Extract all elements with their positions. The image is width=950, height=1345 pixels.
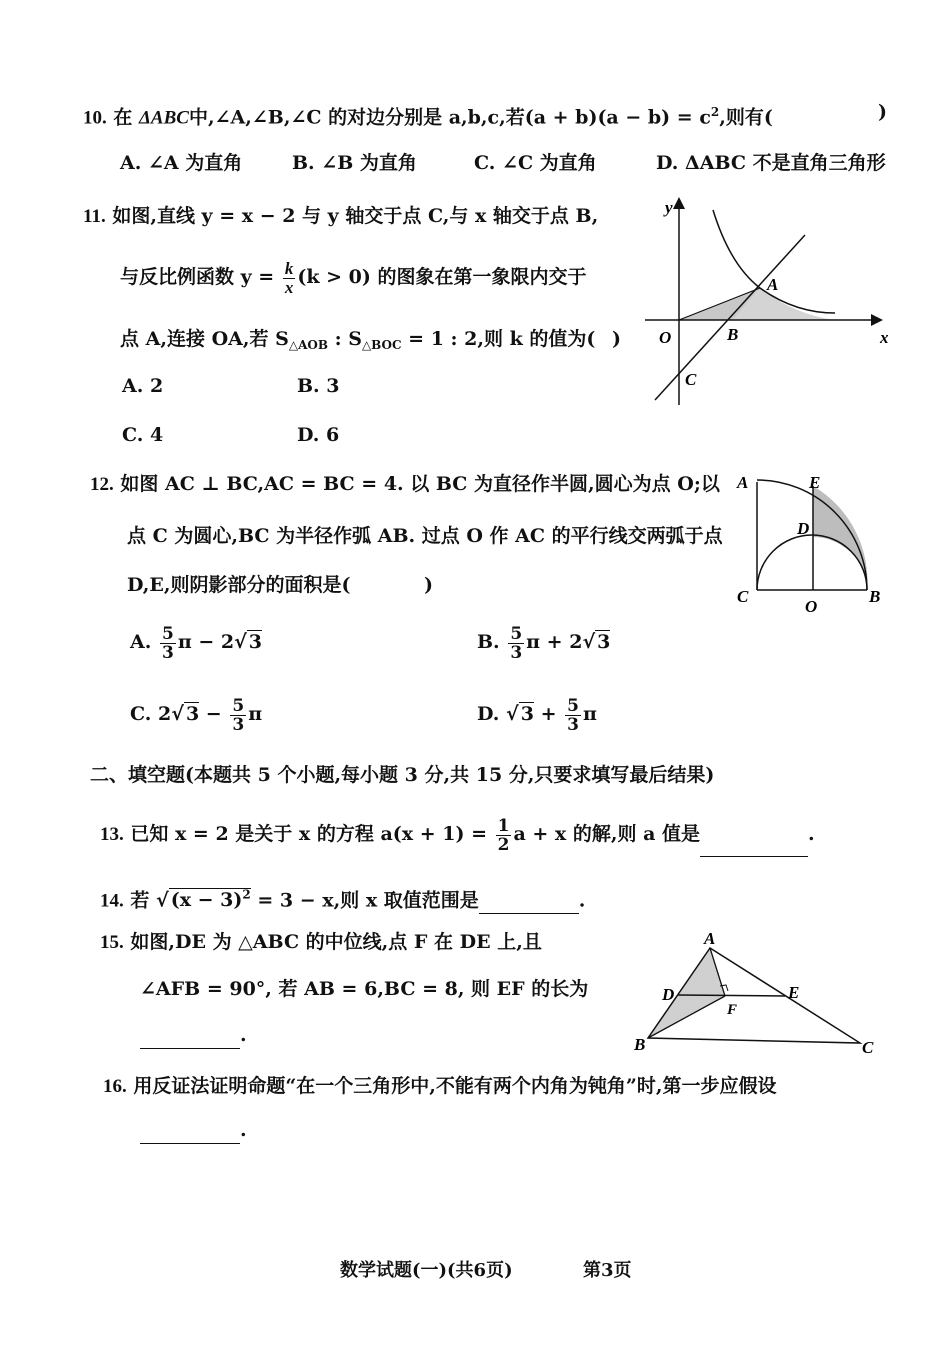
q10-option-a[interactable]: A. ∠A 为直角 bbox=[120, 152, 243, 174]
q11-line1: 11. 如图,直线 y = x − 2 与 y 轴交于点 C,与 x 轴交于点 B, bbox=[83, 205, 599, 227]
q10-option-d[interactable]: D. ΔABC 不是直角三角形 bbox=[656, 152, 886, 174]
q15-shaded-triangle bbox=[648, 948, 725, 1038]
q12-line3: D,E,则阴影部分的面积是( bbox=[127, 574, 351, 596]
q11-label-o: O bbox=[659, 328, 672, 347]
q12-option-c[interactable]: C. 2√ 3 − $\frac{5}{3}$ π bbox=[130, 695, 263, 735]
q10-stem: 10. 在 ΔABC中,∠A,∠B,∠C 的对边分别是 a,b,c,若$(a + b)(a - b) = c^2$,则有( bbox=[83, 105, 773, 129]
q15-label-e: E bbox=[788, 983, 800, 1002]
q14-answer-blank[interactable] bbox=[479, 887, 579, 914]
q16-answer-blank[interactable] bbox=[140, 1117, 240, 1144]
q11-label-y: y bbox=[665, 198, 673, 217]
q11-label-b: B bbox=[727, 325, 739, 344]
q10-paren: ) bbox=[878, 101, 887, 123]
q15-answer-blank[interactable] bbox=[140, 1022, 240, 1049]
q10-option-c[interactable]: C. ∠C 为直角 bbox=[474, 152, 597, 174]
q11-label-x: x bbox=[880, 328, 889, 347]
q11-option-d[interactable]: D. 6 bbox=[297, 424, 340, 446]
q11-label-a: A bbox=[767, 275, 779, 294]
q15-figure bbox=[630, 928, 880, 1058]
footer-page-number: 第3页 bbox=[583, 1260, 632, 1281]
q15-label-c: C bbox=[862, 1038, 874, 1057]
q12-label-e: E bbox=[809, 473, 821, 492]
q12-line1: 12. 如图 AC ⊥ BC,AC = BC = 4. 以 BC 为直径作半圆,圆心为点 O;以 bbox=[90, 473, 720, 495]
q11-option-b[interactable]: B. 3 bbox=[297, 375, 340, 397]
section2-title: 二、填空题(本题共 5 个小题,每小题 3 分,共 15 分,只要求填写最后结果) bbox=[90, 764, 715, 786]
q11-option-c[interactable]: C. 4 bbox=[122, 424, 164, 446]
q12-option-b[interactable]: B. $\frac{5}{3}$ π + 2√ 3 bbox=[477, 623, 611, 663]
q11-option-a[interactable]: A. 2 bbox=[122, 375, 164, 397]
q15-label-a: A bbox=[704, 929, 716, 948]
q12-option-a[interactable]: A. $\frac{5}{3}$ π − 2√ 3 bbox=[130, 623, 263, 663]
q12-label-c: C bbox=[737, 587, 749, 606]
q11-label-c: C bbox=[685, 370, 697, 389]
q15-line2: ∠AFB = 90°, 若 AB = 6,BC = 8, 则 EF 的长为 bbox=[140, 978, 589, 1000]
q15-line1: 15. 如图,DE 为 △ABC 的中位线,点 F 在 DE 上,且 bbox=[100, 931, 542, 953]
q11-figure bbox=[645, 195, 895, 410]
q12-shaded-region bbox=[813, 486, 867, 590]
q12-figure bbox=[735, 470, 895, 620]
q15-line3: . bbox=[140, 1022, 247, 1049]
q16-line2: . bbox=[140, 1117, 247, 1144]
q11-line2: 与反比例函数 y = $\frac{k}{x}$ (k > 0) 的图象在第一象限内交于 bbox=[120, 258, 587, 297]
q12-option-d[interactable]: D. √ 3 + $\frac{5}{3}$ π bbox=[477, 695, 597, 735]
q10-option-b[interactable]: B. ∠B 为直角 bbox=[292, 152, 417, 174]
q15-label-b: B bbox=[634, 1035, 646, 1054]
q13-stem: 13. 已知 x = 2 是关于 x 的方程 a(x + 1) = $\frac{1}{2}$ a + x 的解,则 a 值是 . bbox=[100, 812, 815, 857]
q15-label-f: F bbox=[727, 1002, 738, 1018]
q12-line2: 点 C 为圆心,BC 为半径作弧 AB. 过点 O 作 AC 的平行线交两弧于点 bbox=[127, 525, 723, 547]
q11-paren: ) bbox=[612, 328, 621, 350]
q11-line3: 点 A,连接 OA,若 $S_{\triangle AOB}$ : $S_{\triangle BOC} = 1$ : 2,则 k 的值为( bbox=[120, 328, 596, 352]
q12-label-a: A bbox=[737, 473, 749, 492]
q14-stem: 14. 若 √ $(x - 3)^2 = 3 - x$,则 x 取值范围是 . bbox=[100, 882, 585, 914]
q16-line1: 16. 用反证法证明命题“在一个三角形中,不能有两个内角为钝角”时,第一步应假设 bbox=[103, 1075, 777, 1097]
q13-answer-blank[interactable] bbox=[700, 812, 808, 857]
q12-paren: ) bbox=[424, 574, 433, 596]
k-over-x-fraction: $\frac{k}{x}$ bbox=[284, 258, 294, 297]
q12-label-d: D bbox=[797, 519, 810, 538]
q12-label-o: O bbox=[805, 597, 818, 616]
q12-label-b: B bbox=[869, 587, 881, 606]
q11-hyperbola bbox=[713, 210, 835, 313]
q15-label-d: D bbox=[662, 985, 675, 1004]
footer-title: 数学试题(一)(共6页) bbox=[340, 1260, 513, 1281]
